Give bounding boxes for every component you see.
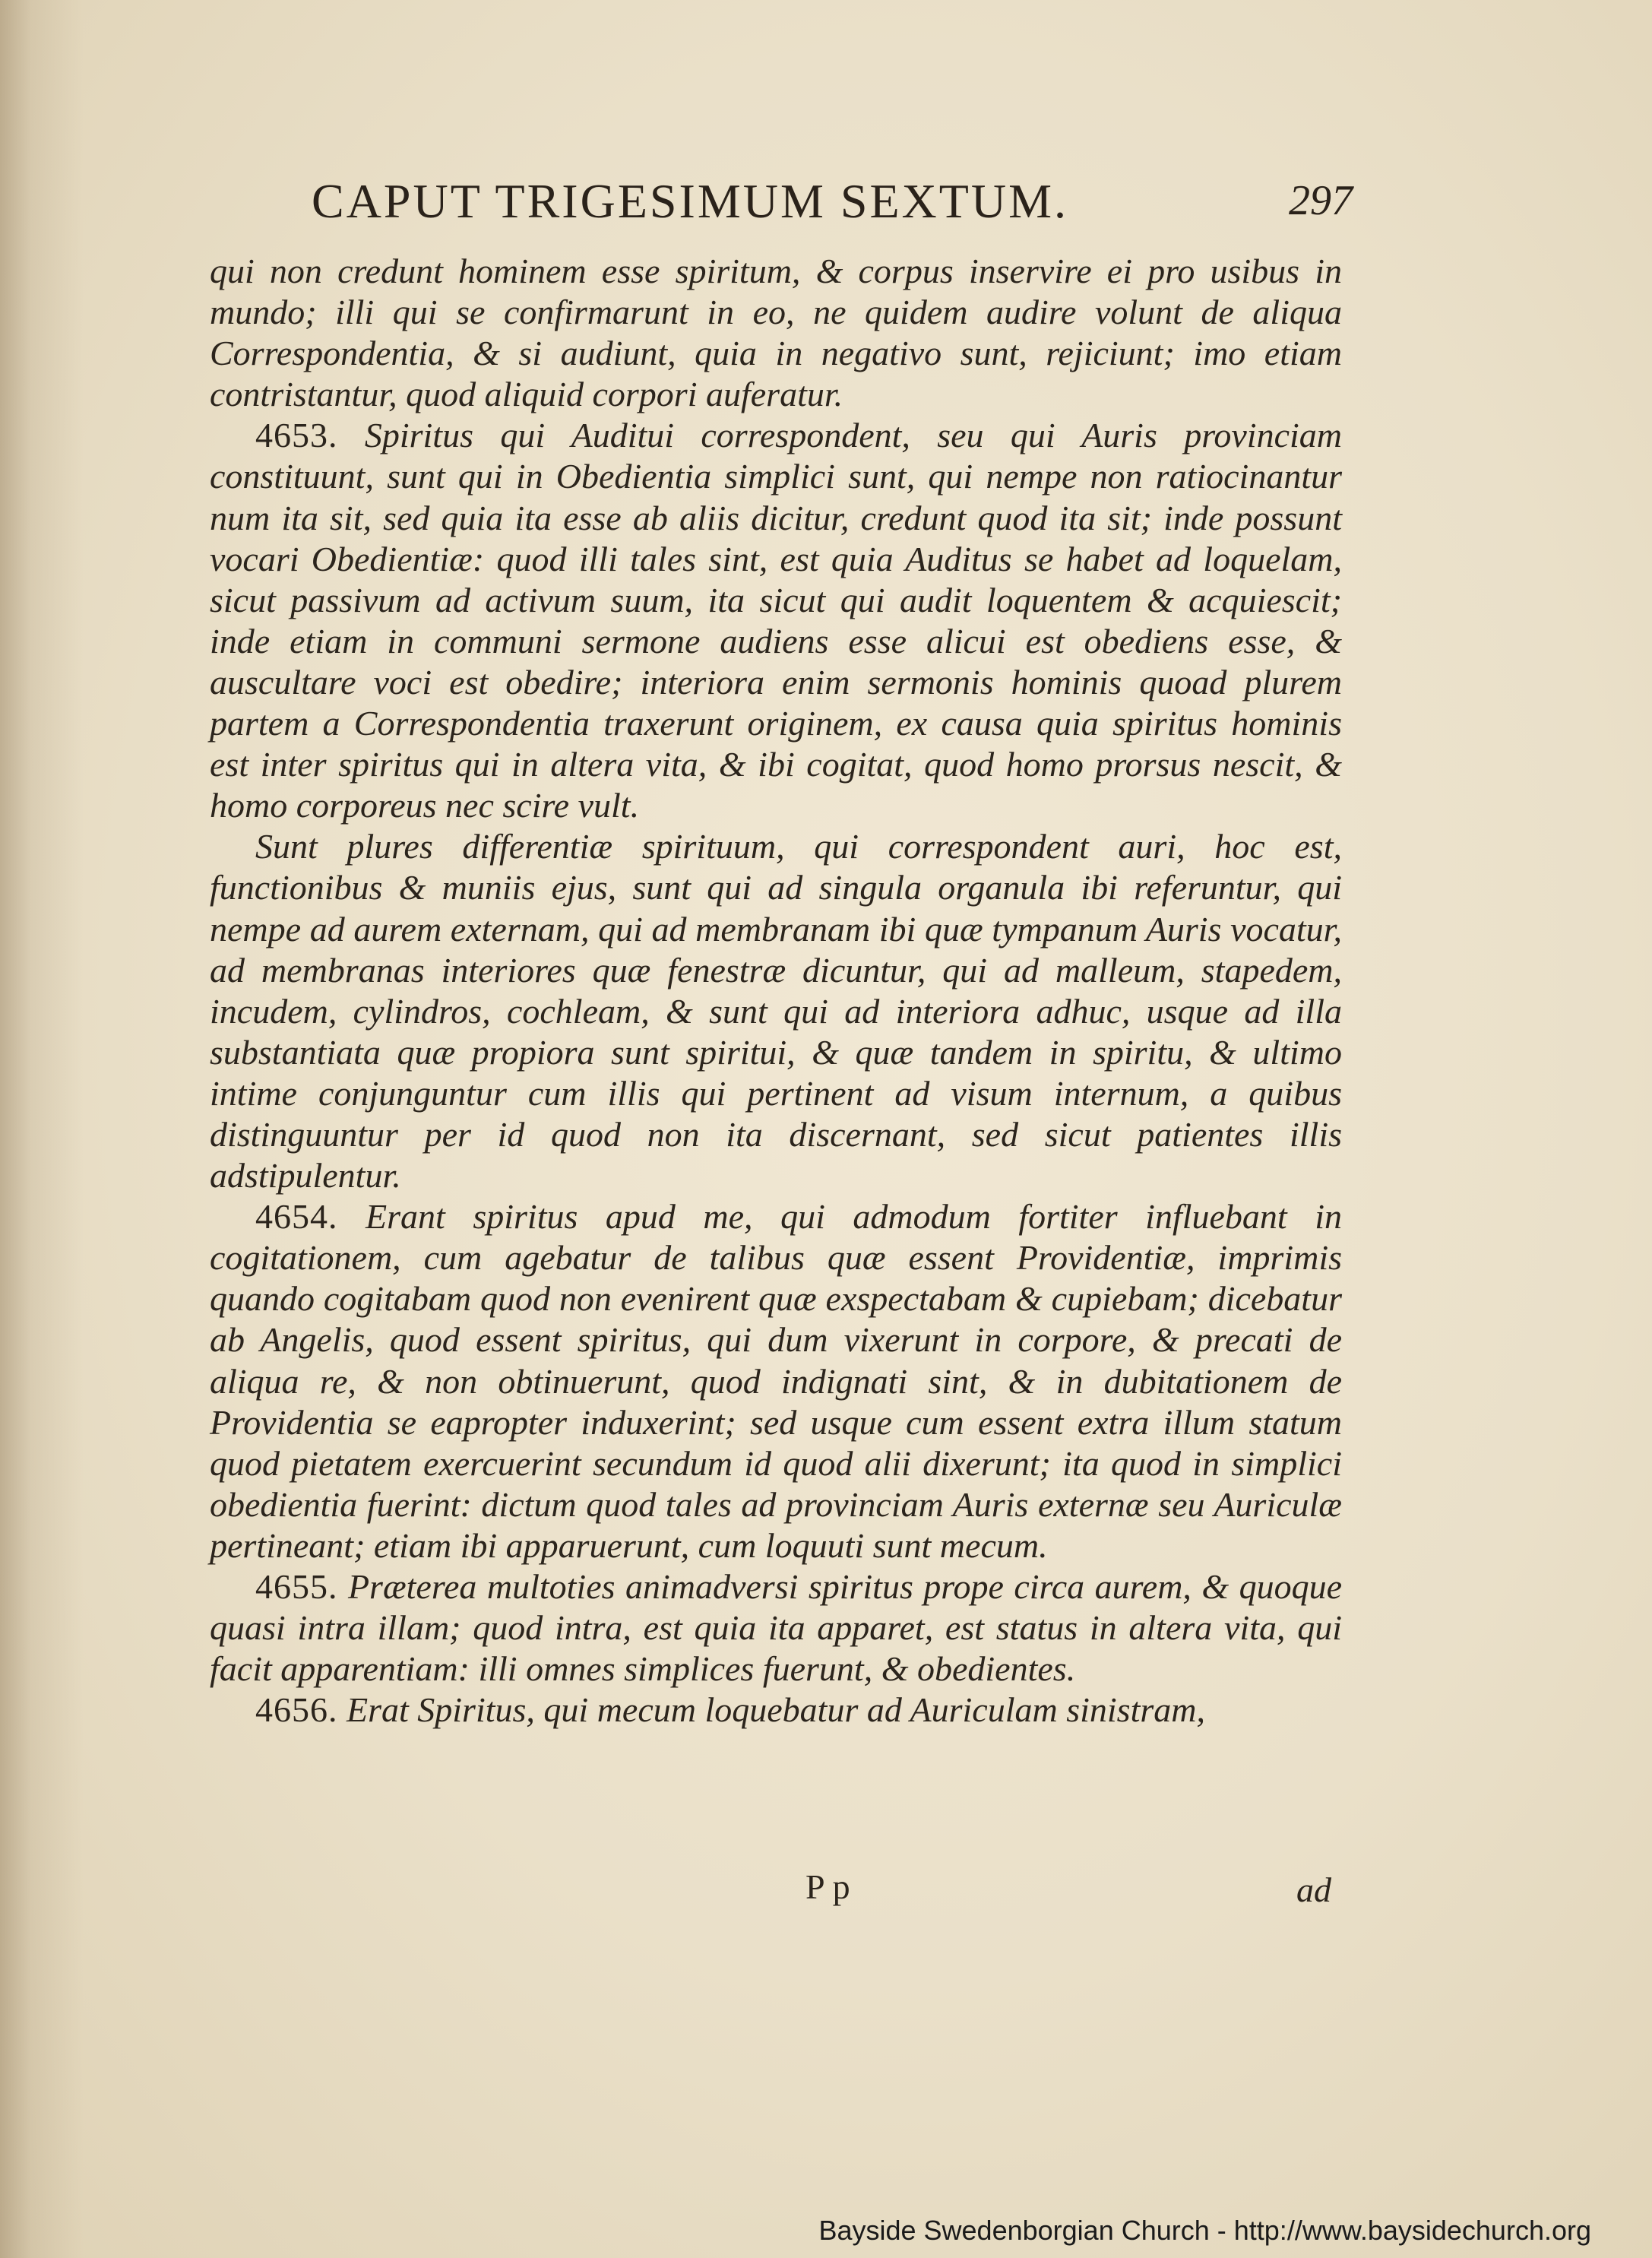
paragraph-number: 4656. — [255, 1690, 338, 1730]
paragraph-text: Spiritus qui Auditui correspondent, seu qui Auris provinciam constituunt, sunt qui in Obedientia simplici sunt, qui nempe non ratiocinantur num ita sit, sed quia ita esse ab aliis dicitur, credunt quod ita sit; inde possunt vocari Obedientiæ: quod illi tales sint, est quia Auditus se habet ad loquelam, sicut passivum ad activum suum, ita sicut qui audit loquentem & acquiescit; inde etiam in communi sermone audiens esse alicui est obediens esse, & auscultare voci est obedire; interiora enim sermonis hominis quoad plurem partem a Correspondentia traxerunt originem, ex causa quia spiritus hominis est inter spiritus qui in altera vita, & ibi cogitat, quod homo prorsus nescit, & homo corporeus nec scire vult. — [210, 416, 1342, 825]
paragraph-4655 — [210, 1566, 1342, 1690]
paragraph-text: qui non credunt hominem esse spiritum, & corpus inservire ei pro usibus in mundo; illi qui se confirmarunt in eo, ne quidem audire volunt de aliqua Correspondentia, & si audiunt, quia in negativo sunt, rejiciunt; imo etiam contristantur, quod aliquid corpori auferatur. — [210, 252, 1342, 414]
paragraph-text: Præterea multoties animadversi spiritus prope circa aurem, & quoque quasi intra illam; quod intra, est quia ita apparet, est status in altera vita, qui facit apparentiam: illi omnes simplices fuerunt, & obedientes. — [210, 1567, 1342, 1689]
signature-mark: Pp — [805, 1867, 858, 1906]
running-title: CAPUT TRIGESIMUM SEXTUM. — [312, 174, 1068, 228]
paragraph-text: Erat Spiritus, qui mecum loquebatur ad Auriculam sinistram, — [347, 1690, 1205, 1730]
paragraph-sunt-plures — [210, 826, 1342, 1196]
page-header — [304, 173, 1353, 234]
paragraph-4654 — [210, 1196, 1342, 1566]
paragraph-number: 4655. — [255, 1567, 338, 1606]
watermark-credit: Bayside Swedenborgian Church - http://www.baysidechurch.org — [818, 2215, 1591, 2246]
paragraph-4656 — [210, 1690, 1342, 1731]
paragraph-text: Sunt plures differentiæ spirituum, qui correspondent auri, hoc est, functionibus & muniis ejus, sunt qui ad singula organula ibi referuntur, qui nempe ad aurem externam, qui ad membranam ibi quæ tympanum Auris vocatur, ad membranas interiores quæ fenestræ dicuntur, qui ad malleum, stapedem, incudem, cylindros, cochleam, & sunt qui ad interiora adhuc, usque ad illa substantiata quæ propiora sunt spiritui, & quæ tandem in spiritu, & ultimo intime conjunguntur cum illis qui pertinent ad visum internum, a quibus distinguuntur per id quod non ita discernant, sed sicut patientes illis adstipulentur. — [210, 827, 1342, 1196]
body-text — [210, 251, 1342, 1731]
paragraph-number: 4654. — [255, 1197, 338, 1237]
paragraph-4653 — [210, 415, 1342, 826]
paragraph-text: Erant spiritus apud me, qui admodum fortiter influebant in cogitationem, cum agebatur de talibus quæ essent Providentiæ, imprimis quando cogitabam quod non evenirent quæ exspectabam & cupiebam; dicebatur ab Angelis, quod essent spiritus, qui dum vixerunt in corpore, & precati de aliqua re, & non obtinuerunt, quod indignati sint, & in dubitationem de Providentia se eapropter induxerint; sed usque cum essent extra illum statum quod pietatem exercuerint secundum id quod alii dixerunt; ita quod in simplici obedientia fuerint: dictum quod tales ad provinciam Auris externæ seu Auriculæ pertineant; etiam ibi apparuerunt, cum loquuti sunt mecum. — [210, 1197, 1343, 1565]
catchword: ad — [1296, 1870, 1331, 1909]
paragraph-number: 4653. — [255, 416, 338, 455]
page-number: 297 — [1289, 177, 1353, 224]
paragraph-continuation — [210, 251, 1342, 415]
